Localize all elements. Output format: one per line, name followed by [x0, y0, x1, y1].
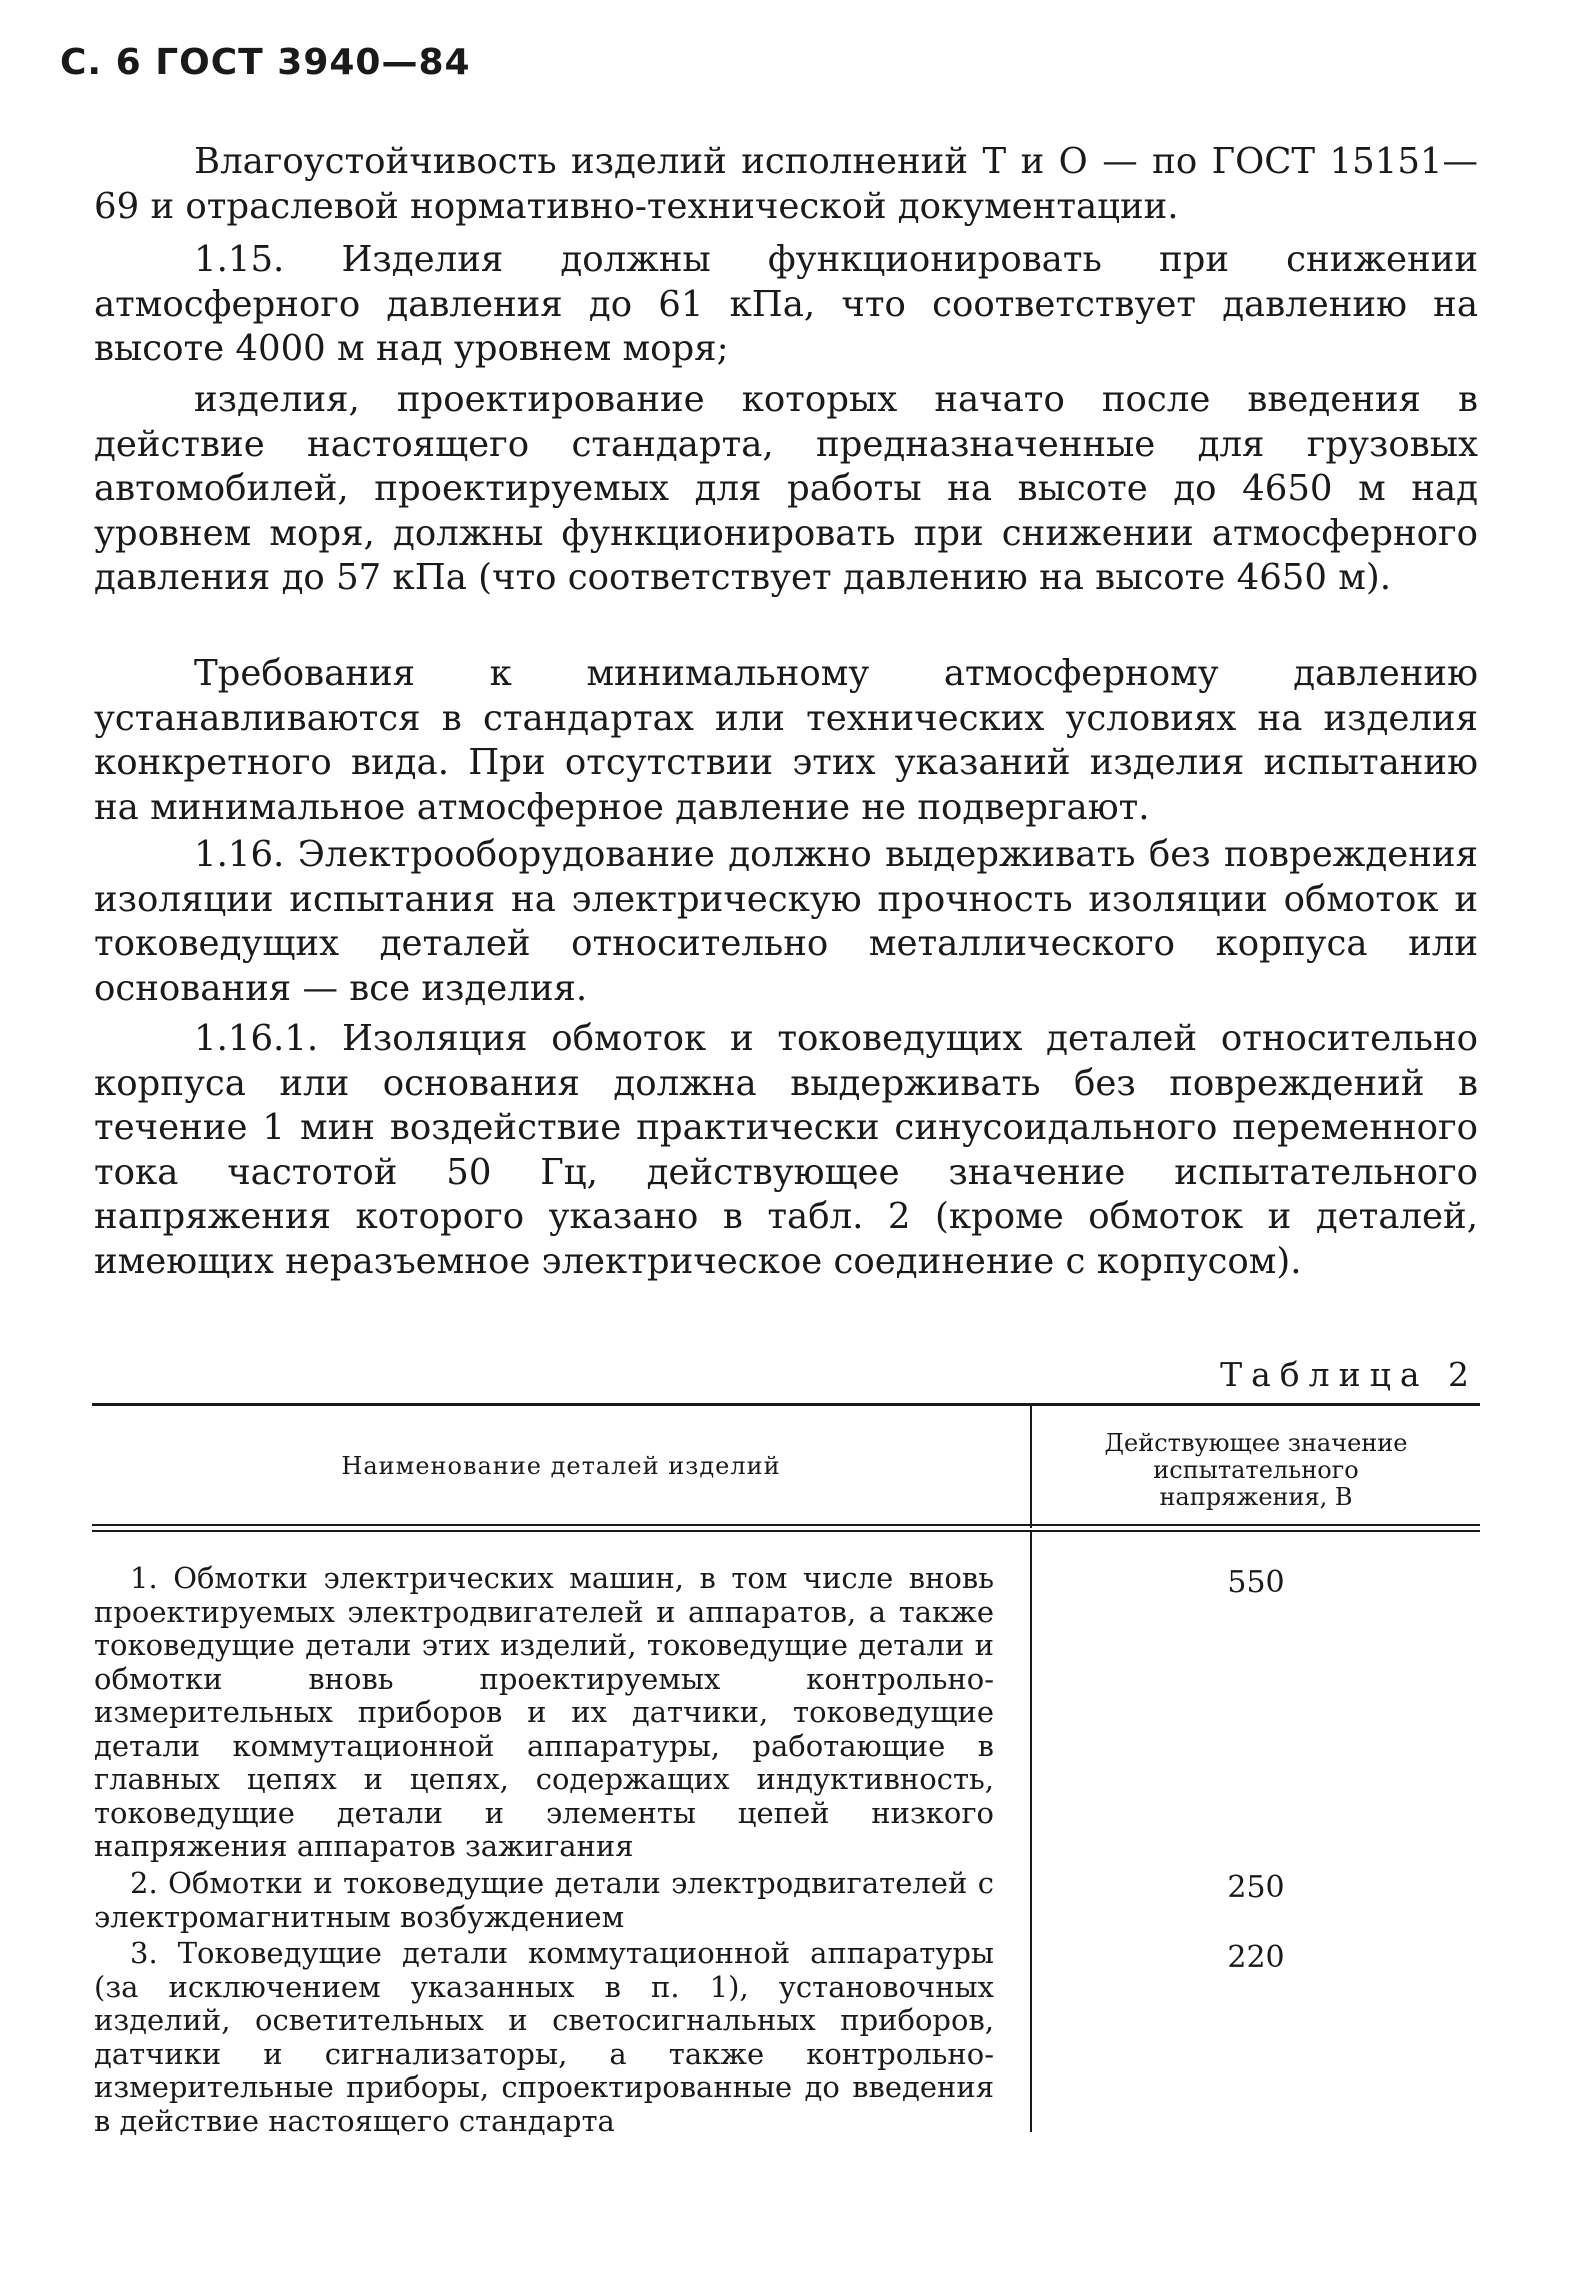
- paragraph-requirements: Требования к минимальному атмосферному давлению устанавливаются в стандартах или технических условиях на изделия конкретного вида. При отсутствии этих указаний изделия испытанию на минимальное атмосферное давление не подвергают.: [94, 653, 1478, 828]
- paragraph-trucks: изделия, проектирование которых начато после введения в действие настоящего стандарта, предназначенные для грузовых автомобилей, проектируемых для работы на высоте до 4650 м над уровнем моря, должны функционировать при снижении атмосферного давления до 57 кПа (что соответствует давлению на высоте 4650 м).: [94, 379, 1478, 598]
- table-top-rule: [92, 1403, 1480, 1406]
- header-bottom-rule-double: [92, 1530, 1480, 1532]
- table-row-3-name: 3. Токоведущие детали коммутационной аппаратуры (за исключением указанных в п. 1), установочных изделий, осветительных и светосигнальных приборов, датчики и сигнализаторы, а также контрольно-измерительные приборы, спроектированные до введения в действие настоящего стандарта: [94, 1936, 994, 2138]
- column-header-value-line: испытательного: [1153, 1456, 1359, 1484]
- paragraph-1-16-1: 1.16.1. Изоляция обмоток и токоведущих деталей относительно корпуса или основания должна выдерживать без повреждений в течение 1 мин воздействие практически синусоидального переменного тока частотой 50 Гц, действующее значение испытательного напряжения которого указано в табл. 2 (кроме обмоток и деталей, имеющих неразъемное электрическое соединение с корпусом).: [94, 1018, 1478, 1282]
- table-row-2-name: 2. Обмотки и токоведущие детали электродвигателей с электромагнитным возбуждением: [94, 1866, 994, 1934]
- table-caption: Таблица 2: [1220, 1355, 1478, 1394]
- body-column-divider: [1030, 1532, 1032, 2132]
- table-row-2-value: 250: [1227, 1870, 1285, 1905]
- paragraph-1-16: 1.16. Электрооборудование должно выдерживать без повреждения изоляции испытания на электрическую прочность изоляции обмоток и токоведущих деталей относительно металлического корпуса или основания — все изделия.: [94, 834, 1478, 1009]
- table-row-3-value: 220: [1227, 1940, 1285, 1975]
- paragraph-moisture: Влагоустойчивость изделий исполнений Т и О — по ГОСТ 15151—69 и отраслевой нормативно-технической документации.: [94, 141, 1478, 227]
- table-row-1-value: 550: [1227, 1565, 1285, 1600]
- column-header-name: Наименование деталей изделий: [341, 1452, 781, 1480]
- column-header-value-line: напряжения, В: [1159, 1483, 1353, 1511]
- page-header: С. 6 ГОСТ 3940—84: [60, 42, 471, 83]
- table-row-1-name: 1. Обмотки электрических машин, в том числе вновь проектируемых электродвигателей и аппаратов, а также токоведущие детали этих изделий, токоведущие детали и обмотки вновь проектируемых контрольно-измерительных приборов и их датчики, токоведущие детали коммутационной аппаратуры, работающие в главных цепях и цепях, содержащих индуктивность, токоведущие детали и элементы цепей низкого напряжения аппаратов зажигания: [94, 1561, 994, 1863]
- paragraph-1-15: 1.15. Изделия должны функционировать при снижении атмосферного давления до 61 кПа, что соответствует давлению на высоте 4000 м над уровнем моря;: [94, 239, 1478, 369]
- column-header-value: [1032, 1430, 1480, 1511]
- header-bottom-rule: [92, 1524, 1480, 1526]
- column-header-value-line: Действующее значение: [1104, 1429, 1408, 1457]
